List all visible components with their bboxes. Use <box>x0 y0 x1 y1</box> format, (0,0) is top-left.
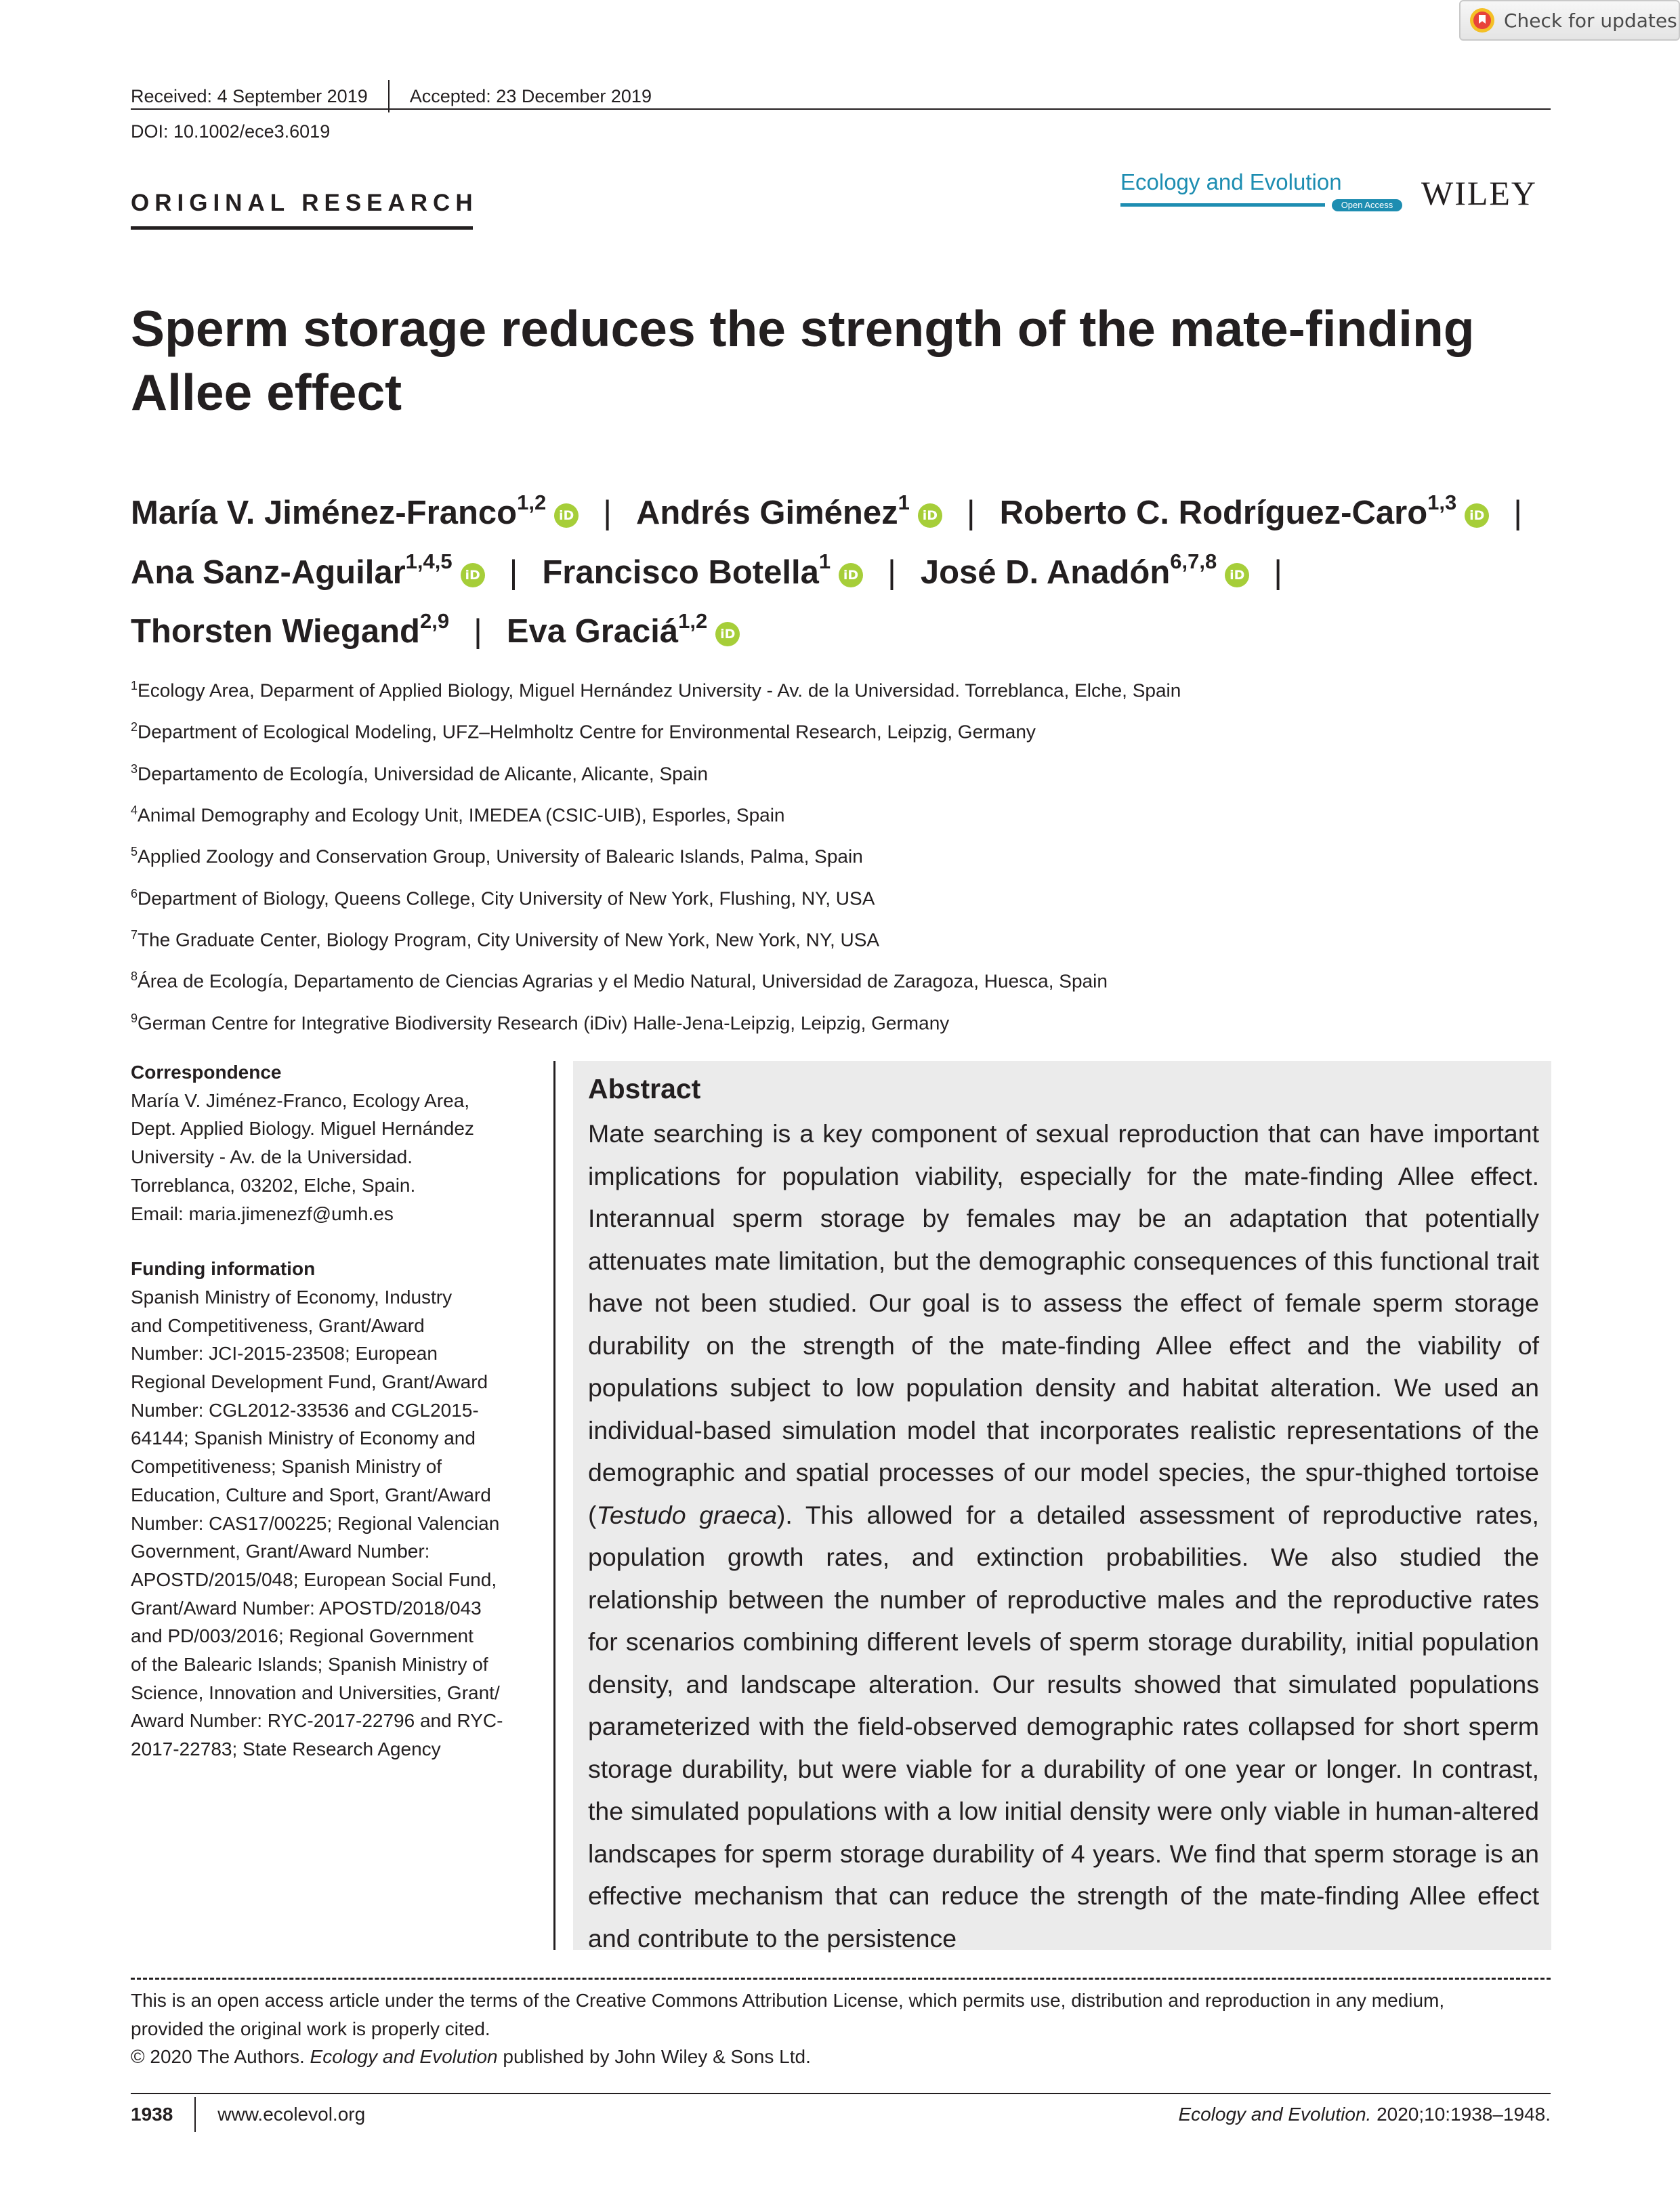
funding-line: 2017-22783; State Research Agency <box>131 1738 441 1760</box>
funding-line: APOSTD/2015/048; European Social Fund, <box>131 1568 497 1590</box>
affiliation: $^1$Ecology Area, Deparment of Applied Biology, Miguel Hernández University - Av. de la Universidad. Torreblanca, Elche, Spain <box>131 679 1181 701</box>
affiliation: $^6$Department of Biology, Queens College, City University of New York, Flushing, NY, USA <box>131 886 875 909</box>
orcid-icon[interactable]: iD <box>1225 563 1249 587</box>
author-name: María V. Jiménez-Franco <box>131 495 518 532</box>
check-for-updates-button[interactable] <box>1459 0 1680 41</box>
divider <box>131 2093 1551 2094</box>
author-list <box>131 480 1574 657</box>
divider <box>131 1978 1551 1980</box>
funding-line: Education, Culture and Sport, Grant/Award <box>131 1484 491 1505</box>
author-affiliation-marker: 1,2 <box>678 608 708 633</box>
orcid-icon[interactable]: iD <box>839 563 863 587</box>
funding-line: Award Number: RYC-2017-22796 and RYC- <box>131 1710 503 1732</box>
divider <box>131 226 473 230</box>
affiliation: $^8$Área de Ecología, Departamento de Ciencias Agrarias y el Medio Natural, Universidad de Zaragoza, Huesca, Spain <box>131 970 1108 992</box>
author-separator: | <box>887 554 896 591</box>
author-separator: | <box>603 495 612 532</box>
abstract-body: Mate searching is a key component of sexual reproduction that can have important implications for population viability, especially for the mate-finding Allee effect. Interannual sperm storage by females may be an adaptation that potentially attenuates mate limitation, but the demographic consequences of this functional trait have not been studied. Our goal is to assess the effect of female sperm storage durability on the strength of the mate-finding Allee effect and the viability of populations subject to low population density and habitat alteration. We used an individual-based simulation model that incorporates realistic representations of the demographic and spatial processes of our model species, the spur-thighed tortoise (Testudo graeca). This allowed for a detailed assessment of reproductive rates, population growth rates, and extinction probabilities. We also studied the relationship between the number of reproductive males and the reproductive rates for scenarios combining different levels of sperm storage durability, initial population density, and landscape alteration. Our results showed that simulated populations parameterized with the field-observed demographic rates collapsed for short sperm storage durability, but were viable for a durability of one year or longer. In contrast, the simulated populations with a low initial density were only viable in human-altered landscapes for sperm storage durability of 4 years. We find that sperm storage is an effective mechanism that can reduce the strength of the mate-finding Allee effect and contribute to the persistence <box>588 1119 1539 1953</box>
open-access-badge: Open Access <box>1332 199 1402 211</box>
affiliation: $^7$The Graduate Center, Biology Program, City University of New York, New York, NY, USA <box>131 928 880 951</box>
affiliation: $^5$Applied Zoology and Conservation Group, University of Balearic Islands, Palma, Spain <box>131 845 863 867</box>
correspondence-line: María V. Jiménez-Franco, Ecology Area, <box>131 1089 470 1111</box>
author-separator: | <box>1274 554 1282 591</box>
orcid-icon[interactable]: iD <box>1465 503 1489 528</box>
correspondence-line: Dept. Applied Biology. Miguel Hernández <box>131 1118 474 1140</box>
author-separator: | <box>1513 495 1522 532</box>
author-name: José D. Anadón <box>920 554 1171 591</box>
species-name: Testudo graeca <box>596 1500 777 1529</box>
author-affiliation-marker: 2,9 <box>419 608 450 633</box>
orcid-icon[interactable]: iD <box>461 563 485 587</box>
accepted-date: Accepted: 23 December 2019 <box>409 85 652 106</box>
affiliation: $^3$Departamento de Ecología, Universidad de Alicante, Alicante, Spain <box>131 762 709 784</box>
orcid-icon[interactable]: iD <box>918 503 942 528</box>
funding-heading: Funding information <box>131 1258 316 1280</box>
history-line <box>131 80 652 112</box>
funding-line: Science, Innovation and Universities, Grant/ <box>131 1682 500 1703</box>
article-title: Sperm storage reduces the strength of the mate-finding Allee effect <box>131 300 1475 421</box>
author[interactable] <box>635 491 942 532</box>
received-date: Received: 4 September 2019 <box>131 85 368 106</box>
publisher-logo[interactable]: WILEY <box>1421 174 1538 212</box>
author-separator: | <box>966 495 975 532</box>
funding-line: and Competitiveness, Grant/Award <box>131 1314 425 1336</box>
orcid-icon[interactable]: iD <box>715 622 740 646</box>
funding-line: Number: CGL2012-33536 and CGL2015- <box>131 1399 479 1421</box>
journal-url[interactable]: www.ecolevol.org <box>217 2104 366 2125</box>
author[interactable] <box>131 608 450 650</box>
page-footer <box>131 2097 1551 2132</box>
section-label: ORIGINAL RESEARCH <box>131 190 478 216</box>
affiliation: $^9$German Centre for Integrative Biodiversity Research (iDiv) Halle-Jena-Leipzig, Leipzig, Germany <box>131 1011 950 1033</box>
author-name: Ana Sanz-Aguilar <box>131 554 406 591</box>
funding-line: Government, Grant/Award Number: <box>131 1541 430 1562</box>
funding-line: Grant/Award Number: APOSTD/2018/043 <box>131 1597 482 1619</box>
affiliation: $^2$Department of Ecological Modeling, UFZ–Helmholtz Centre for Environmental Research, Leipzig, Germany <box>131 720 1036 743</box>
journal-logo[interactable] <box>1120 169 1393 210</box>
divider <box>388 80 390 112</box>
correspondence-line: University - Av. de la Universidad. <box>131 1146 413 1168</box>
author[interactable] <box>920 549 1249 591</box>
author-name: Eva Graciá <box>506 612 679 650</box>
check-for-updates-label: Check for updates <box>1504 9 1677 32</box>
author-separator: | <box>474 612 482 650</box>
license-notice <box>131 1986 1553 2071</box>
author-name: Andrés Giménez <box>635 495 898 532</box>
author-name: Thorsten Wiegand <box>131 612 420 650</box>
license-line: This is an open access article under the terms of the Creative Commons Attribution License, which permits use, distribution and reproduction in any medium, <box>131 1990 1445 2011</box>
author[interactable] <box>506 608 740 650</box>
correspondence-line: Torreblanca, 03202, Elche, Spain. <box>131 1174 416 1196</box>
orcid-icon[interactable]: iD <box>554 503 579 528</box>
funding-line: and PD/003/2016; Regional Government <box>131 1625 474 1647</box>
affiliation-list <box>131 667 1181 1041</box>
author-affiliation-marker: 6,7,8 <box>1170 549 1217 574</box>
author[interactable] <box>131 491 579 532</box>
author-affiliation-marker: 1 <box>898 491 910 514</box>
journal-logo-rule <box>1120 203 1325 207</box>
author-affiliation-marker: 1,2 <box>517 491 547 514</box>
divider <box>131 108 1551 110</box>
correspondence-email[interactable]: Email: maria.jimenezf@umh.es <box>131 1203 394 1224</box>
funding-line: Competitiveness; Spanish Ministry of <box>131 1456 442 1478</box>
page-number: 1938 <box>131 2104 173 2125</box>
citation: Ecology and Evolution. 2020;10:1938–1948. <box>1178 2104 1551 2125</box>
author[interactable] <box>542 549 863 591</box>
bookmark-icon <box>1470 8 1494 33</box>
author-name: Francisco Botella <box>542 554 819 591</box>
author-affiliation-marker: 1,4,5 <box>405 549 453 574</box>
funding-line: Spanish Ministry of Economy, Industry <box>131 1286 453 1308</box>
author[interactable] <box>131 549 485 591</box>
funding-line: Number: CAS17/00225; Regional Valencian <box>131 1512 500 1534</box>
author-separator: | <box>509 554 518 591</box>
abstract-heading: Abstract <box>588 1073 701 1104</box>
author-affiliation-marker: 1 <box>818 549 831 574</box>
funding-line: Number: JCI-2015-23508; European <box>131 1343 438 1365</box>
license-line: provided the original work is properly cited. <box>131 2018 490 2039</box>
copyright-line: © 2020 The Authors. Ecology and Evolution published by John Wiley & Sons Ltd. <box>131 2046 811 2068</box>
author-name: Roberto C. Rodríguez-Caro <box>999 495 1428 532</box>
author[interactable] <box>999 491 1490 532</box>
affiliation: $^4$Animal Demography and Ecology Unit, IMEDEA (CSIC-UIB), Esporles, Spain <box>131 803 785 826</box>
journal-name: Ecology and Evolution <box>1120 169 1342 194</box>
author-affiliation-marker: 1,3 <box>1427 491 1457 514</box>
funding-line: Regional Development Fund, Grant/Award <box>131 1371 488 1393</box>
sidebar-notes <box>131 1058 537 1764</box>
doi[interactable]: DOI: 10.1002/ece3.6019 <box>131 121 331 142</box>
correspondence-heading: Correspondence <box>131 1062 282 1083</box>
divider <box>194 2097 196 2132</box>
column-divider <box>553 1061 555 1950</box>
funding-line: 64144; Spanish Ministry of Economy and <box>131 1428 476 1449</box>
funding-line: of the Balearic Islands; Spanish Ministry of <box>131 1654 488 1675</box>
